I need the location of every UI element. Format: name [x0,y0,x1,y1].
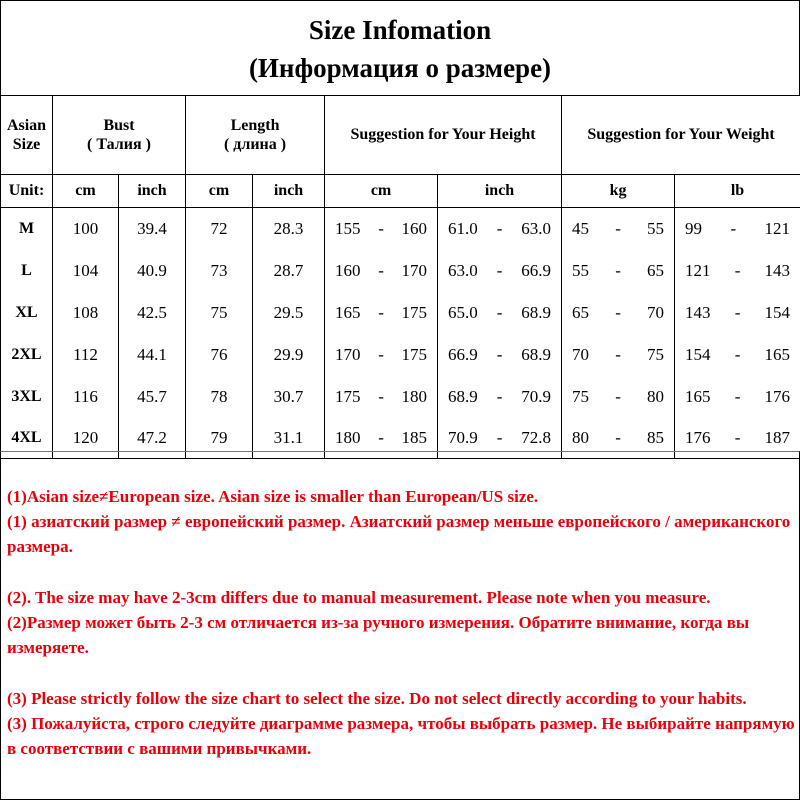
size-cell: 4XL [1,418,53,459]
bust-cm-cell: 100 [53,208,119,251]
length-cm-cell: 73 [186,250,253,292]
weight-kg-range [562,208,675,251]
bust-inch-cell: 47.2 [119,418,186,459]
range-min: 61.0 [448,218,478,238]
range-dash: - [615,260,621,280]
range-dash: - [378,386,384,406]
range-max: 143 [764,260,791,280]
note-1-english: (1)Asian size≠European size. Asian size is smaller than European/US size. [7,487,539,506]
note-2 [7,585,795,660]
range-dash: - [734,302,741,322]
length-cm-cell: 76 [186,334,253,376]
size-cell: 3XL [1,376,53,418]
range-max: 68.9 [521,344,552,364]
bust-cm-cell: 112 [53,334,119,376]
bust-cm-cell: 104 [53,250,119,292]
range-min: 55 [572,260,590,280]
range-dash: - [378,427,384,447]
range-min: 45 [572,218,590,238]
height-cm-range [325,334,438,376]
range-dash: - [734,386,741,406]
size-table [0,95,800,459]
size-cell: 2XL [1,334,53,376]
range-min: 143 [685,302,711,322]
height-inch-range [438,208,562,251]
header-asian-size [1,96,53,175]
notes-box [0,451,800,800]
weight-lb-range [675,376,800,418]
range-dash: - [378,260,384,280]
range-min: 180 [335,427,361,447]
weight-kg-range [562,376,675,418]
unit-label: Unit: [1,175,53,208]
length-inch-cell: 29.5 [253,292,325,334]
page-title: Size Infomation [308,15,492,45]
table-row [1,250,800,292]
length-cm-cell: 75 [186,292,253,334]
range-dash: - [378,218,384,238]
size-cell: M [1,208,53,251]
range-dash: - [615,218,621,238]
range-max: 170 [401,260,428,280]
range-min: 165 [685,386,711,406]
range-min: 175 [335,386,361,406]
range-dash: - [378,302,384,322]
title-box [0,0,800,96]
range-max: 176 [764,386,791,406]
length-inch-cell: 28.7 [253,250,325,292]
unit-height-cm: cm [325,175,438,208]
range-min: 65 [572,302,590,322]
range-min: 176 [685,427,711,447]
size-cell: L [1,250,53,292]
range-max: 185 [401,427,428,447]
header-bust-line1: Bust [103,116,135,134]
range-min: 99 [685,218,703,238]
height-cm-range [325,292,438,334]
bust-inch-cell: 44.1 [119,334,186,376]
range-dash: - [496,260,503,280]
range-max: 80 [647,386,665,406]
length-cm-cell: 79 [186,418,253,459]
range-max: 75 [647,344,665,364]
length-inch-cell: 29.9 [253,334,325,376]
bust-inch-cell: 40.9 [119,250,186,292]
length-inch-cell: 28.3 [253,208,325,251]
header-length-line2: ( длина ) [223,136,287,153]
length-cm-cell: 78 [186,376,253,418]
range-dash: - [730,218,737,238]
height-cm-range [325,208,438,251]
note-3-english: (3) Please strictly follow the size chart to select the size. Do not select directly according to your habits. [7,689,747,708]
range-dash: - [496,386,503,406]
height-inch-range [438,334,562,376]
range-dash: - [734,260,741,280]
header-asian-size-line2: Size [12,136,41,153]
header-row [1,96,800,175]
range-min: 155 [335,218,361,238]
range-min: 68.9 [448,386,478,406]
size-cell: XL [1,292,53,334]
range-min: 165 [335,302,361,322]
range-dash: - [734,427,741,447]
height-cm-range [325,250,438,292]
range-dash: - [496,302,503,322]
range-min: 170 [335,344,361,364]
header-length [186,96,325,175]
range-min: 160 [335,260,361,280]
unit-length-cm: cm [186,175,253,208]
range-min: 121 [685,260,711,280]
range-min: 65.0 [448,302,478,322]
range-max: 68.9 [521,302,552,322]
unit-weight-kg: kg [562,175,675,208]
table-row [1,208,800,251]
note-3 [7,686,795,761]
range-dash: - [496,427,503,447]
height-inch-range [438,376,562,418]
range-min: 66.9 [448,344,478,364]
note-2-english: (2). The size may have 2-3cm differs due to manual measurement. Please note when you measure. [7,588,711,607]
unit-bust-cm: cm [53,175,119,208]
range-dash: - [615,344,621,364]
header-length-line1: Length [230,116,280,134]
bust-cm-cell: 116 [53,376,119,418]
range-max: 66.9 [521,260,552,280]
range-min: 80 [572,427,590,447]
weight-kg-range [562,334,675,376]
note-3-russian: (3) Пожалуйста, строго следуйте диаграмме размера, чтобы выбрать размер. Не выбирайте напрямую в соответствии с вашими привычками. [7,714,795,758]
range-max: 175 [401,344,428,364]
length-cm-cell: 72 [186,208,253,251]
header-bust-line2: ( Талия ) [87,136,151,153]
weight-kg-range [562,250,675,292]
unit-row [1,175,800,208]
length-inch-cell: 30.7 [253,376,325,418]
bust-inch-cell: 45.7 [119,376,186,418]
note-1 [7,484,795,559]
range-min: 75 [572,386,590,406]
range-dash: - [615,386,621,406]
header-height: Suggestion for Your Height [325,96,562,175]
bust-inch-cell: 42.5 [119,292,186,334]
header-asian-size-line1: Asian [6,116,47,134]
range-max: 72.8 [521,427,552,447]
range-max: 175 [401,302,428,322]
table-row [1,376,800,418]
unit-bust-inch: inch [119,175,186,208]
range-max: 70.9 [521,386,552,406]
header-bust [53,96,186,175]
height-inch-range [438,292,562,334]
range-min: 70.9 [448,427,478,447]
range-max: 180 [401,386,428,406]
range-dash: - [378,344,384,364]
range-max: 85 [647,427,665,447]
bust-cm-cell: 108 [53,292,119,334]
table-row [1,292,800,334]
length-inch-cell: 31.1 [253,418,325,459]
height-cm-range [325,376,438,418]
page-subtitle: (Информация о размере) [248,53,552,83]
unit-height-inch: inch [438,175,562,208]
weight-kg-range [562,292,675,334]
weight-lb-range [675,292,800,334]
bust-inch-cell: 39.4 [119,208,186,251]
height-inch-range [438,250,562,292]
weight-lb-range [675,334,800,376]
range-max: 187 [764,427,791,447]
range-max: 121 [764,218,791,238]
table-row [1,334,800,376]
range-max: 160 [401,218,428,238]
range-dash: - [734,344,741,364]
note-2-russian: (2)Размер может быть 2-3 см отличается из-за ручного измерения. Обратите внимание, когда вы измеряете. [7,613,750,657]
weight-lb-range [675,250,800,292]
unit-length-inch: inch [253,175,325,208]
note-1-russian: (1) азиатский размер ≠ европейский размер. Азиатский размер меньше европейского / американского размера. [7,512,791,556]
weight-lb-range [675,208,800,251]
range-dash: - [615,427,621,447]
range-dash: - [615,302,621,322]
bust-cm-cell: 120 [53,418,119,459]
range-dash: - [496,344,503,364]
range-max: 55 [647,218,665,238]
range-max: 165 [764,344,791,364]
range-dash: - [496,218,503,238]
range-min: 63.0 [448,260,478,280]
range-max: 65 [647,260,665,280]
header-weight: Suggestion for Your Weight [562,96,800,175]
range-min: 70 [572,344,590,364]
range-max: 154 [764,302,791,322]
unit-weight-lb: lb [675,175,800,208]
range-max: 70 [647,302,665,322]
range-max: 63.0 [521,218,552,238]
range-min: 154 [685,344,711,364]
